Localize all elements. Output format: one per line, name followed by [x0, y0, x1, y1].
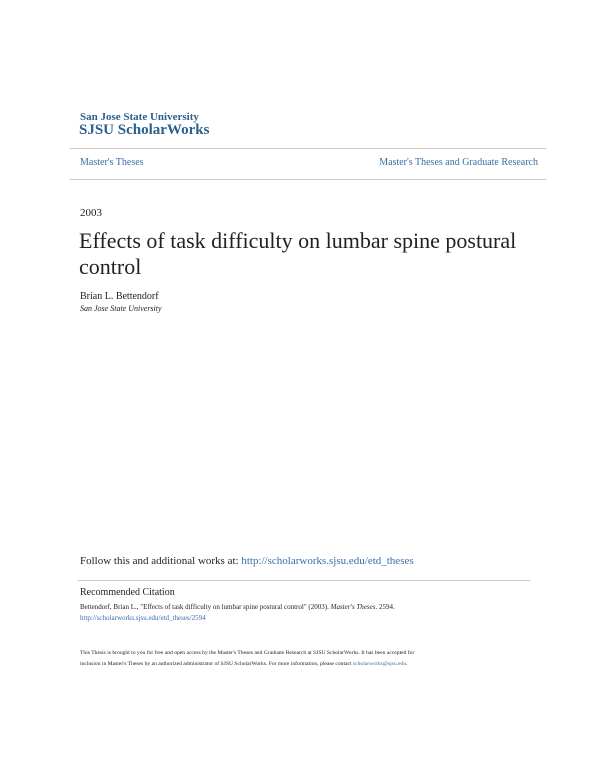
access-notice	[80, 648, 540, 670]
author-affiliation: San Jose State University	[80, 304, 162, 313]
publication-year: 2003	[80, 207, 102, 219]
top-divider	[70, 148, 546, 149]
notice-line-2: inclusion in Master's Theses by an authorized administrator of SJSU ScholarWorks. For more information, please contact	[80, 661, 353, 667]
citation-block	[80, 602, 540, 624]
notice-line-2-end: .	[406, 661, 408, 667]
citation-link[interactable]: http://scholarworks.sjsu.edu/etd_theses/2594	[80, 614, 206, 622]
citation-divider	[78, 580, 530, 581]
follow-label: Follow this and additional works at:	[80, 555, 242, 567]
repository-name[interactable]: SJSU ScholarWorks	[79, 122, 210, 138]
notice-line-1: This Thesis is brought to you for free and open access by the Master's Theses and Graduate Research at SJSU ScholarWorks. It has been accepted for	[80, 650, 415, 656]
citation-number: . 2594.	[375, 603, 395, 611]
document-title: Effects of task difficulty on lumbar spine postural control	[79, 228, 517, 279]
author-name: Brian L. Bettendorf	[80, 291, 159, 302]
nav-divider	[70, 179, 546, 180]
nav-masters-theses-link[interactable]: Master's Theses	[80, 157, 144, 168]
university-name: San Jose State University	[80, 111, 199, 123]
follow-line	[80, 555, 414, 567]
nav-graduate-research-link[interactable]: Master's Theses and Graduate Research	[379, 157, 538, 168]
citation-text: Bettendorf, Brian L., "Effects of task difficulty on lumbar spine postural control" (2003).	[80, 603, 331, 611]
citation-journal: Master's Theses	[330, 603, 376, 611]
contact-email-link[interactable]: scholarworks@sjsu.edu	[352, 661, 407, 667]
follow-link[interactable]: http://scholarworks.sjsu.edu/etd_theses	[241, 555, 414, 567]
citation-heading: Recommended Citation	[80, 587, 175, 598]
